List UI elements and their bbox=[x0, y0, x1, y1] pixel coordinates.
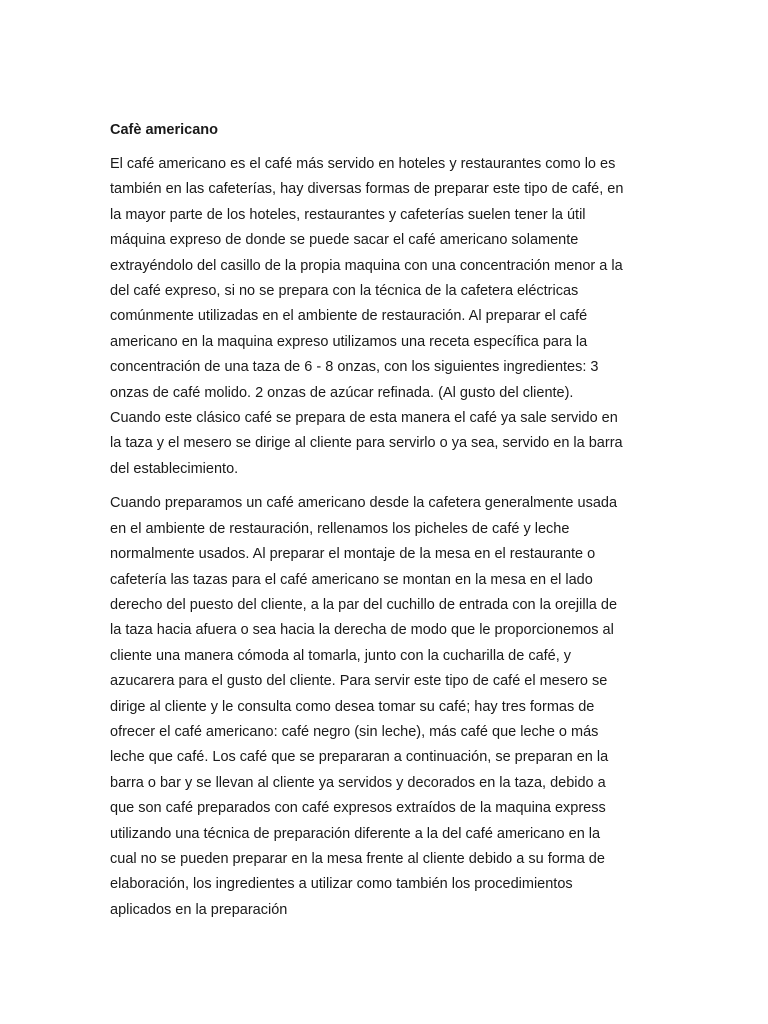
text-line: Cuando preparamos un café americano desde la cafetera generalmente usada bbox=[110, 495, 618, 512]
text-line: americano en la maquina expreso utilizamos una receta específica para la bbox=[110, 333, 588, 350]
text-line: aplicados en la preparación bbox=[110, 901, 288, 918]
text-line: elaboración, los ingredientes a utilizar como también los procedimientos bbox=[110, 876, 573, 893]
text-line: ofrecer el café americano: café negro (sin leche), más café que leche o más bbox=[110, 723, 599, 740]
text-line: utilizando una técnica de preparación diferente a la del café americano en la bbox=[110, 825, 601, 842]
text-line: cliente una manera cómoda al tomarla, junto con la cucharilla de café, y bbox=[110, 647, 572, 664]
paragraph-1 bbox=[110, 152, 666, 482]
text-line: barra o bar y se llevan al cliente ya servidos y decorados en la taza, debido a bbox=[110, 774, 606, 791]
text-line: derecho del puesto del cliente, a la par del cuchillo de entrada con la orejilla de bbox=[110, 596, 618, 613]
text-line: cual no se pueden preparar en la mesa frente al cliente debido a su forma de bbox=[110, 850, 605, 867]
text-line: El café americano es el café más servido en hoteles y restaurantes como lo es bbox=[110, 156, 616, 172]
text-line: del café expreso, si no se prepara con la técnica de la cafetera eléctricas bbox=[110, 283, 579, 300]
text-line: que son café preparados con café expresos extraídos de la maquina express bbox=[110, 800, 606, 817]
document-body bbox=[110, 118, 666, 932]
text-line: la taza y el mesero se dirige al cliente para servirlo o ya sea, servido en la barra bbox=[110, 435, 623, 452]
text-line: azucarera para el gusto del cliente. Para servir este tipo de café el mesero se bbox=[110, 673, 608, 690]
text-line: onzas de café molido. 2 onzas de azúcar refinada. (Al gusto del cliente). bbox=[110, 384, 574, 401]
text-line: la mayor parte de los hoteles, restaurantes y cafeterías suelen tener la útil bbox=[110, 206, 586, 223]
document-title: Cafè americano bbox=[110, 122, 218, 138]
text-line: máquina expreso de donde se puede sacar el café americano solamente bbox=[110, 232, 579, 249]
text-line: en el ambiente de restauración, rellenamos los picheles de café y leche bbox=[110, 520, 570, 537]
text-line: dirige al cliente y le consulta como desea tomar su café; hay tres formas de bbox=[110, 698, 595, 715]
text-line: Cuando este clásico café se prepara de esta manera el café ya sale servido en bbox=[110, 410, 618, 427]
text-line: extrayéndolo del casillo de la propia maquina con una concentración menor a la bbox=[110, 257, 623, 274]
text-line: normalmente usados. Al preparar el montaje de la mesa en el restaurante o bbox=[110, 546, 596, 563]
text-line: cafetería las tazas para el café americano se montan en la mesa en el lado bbox=[110, 571, 593, 588]
text-line: comúnmente utilizadas en el ambiente de restauración. Al preparar el café bbox=[110, 308, 588, 325]
text-line: concentración de una taza de 6 - 8 onzas, con los siguientes ingredientes: 3 bbox=[110, 359, 599, 376]
text-line: la taza hacia afuera o sea hacia la derecha de modo que le proporcionemos al bbox=[110, 622, 614, 639]
text-line: leche que café. Los café que se prepararan a continuación, se preparan en la bbox=[110, 749, 609, 766]
text-line: también en las cafeterías, hay diversas formas de preparar este tipo de café, en bbox=[110, 181, 624, 198]
paragraph-2 bbox=[110, 491, 666, 923]
text-line: del establecimiento. bbox=[110, 460, 239, 477]
